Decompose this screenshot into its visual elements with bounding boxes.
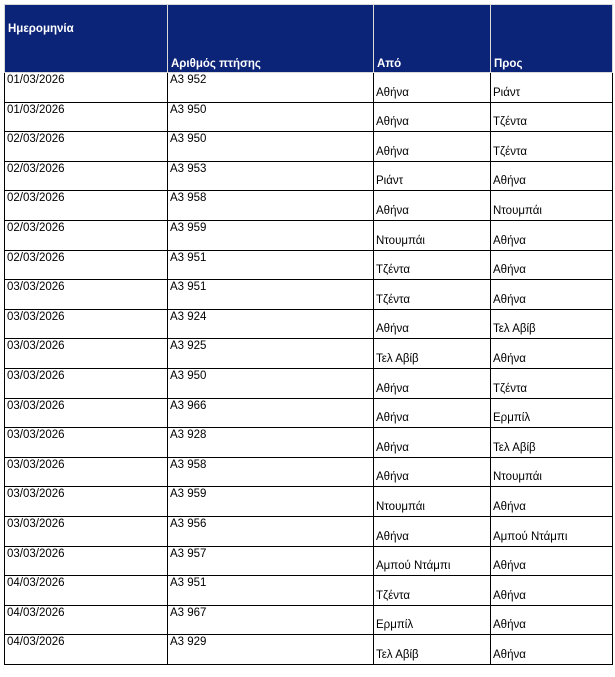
cell-from: Αθήνα [374,368,491,398]
cell-from: Τζέντα [374,250,491,280]
cell-flight-number: A3 951 [168,250,374,280]
table-row [5,487,613,517]
cell-flight-number: A3 952 [168,73,374,103]
cell-to: Αθήνα [491,161,613,191]
cell-date: 02/03/2026 [5,220,168,250]
cell-to: Αθήνα [491,576,613,606]
cell-flight-number: A3 950 [168,368,374,398]
cell-date: 04/03/2026 [5,605,168,635]
cell-date: 02/03/2026 [5,161,168,191]
cell-date: 01/03/2026 [5,73,168,103]
cell-flight-number: A3 966 [168,398,374,428]
cell-date: 03/03/2026 [5,339,168,369]
cell-from: Ερμπίλ [374,605,491,635]
cell-to: Αθήνα [491,280,613,310]
cell-date: 03/03/2026 [5,280,168,310]
cell-from: Ριάντ [374,161,491,191]
cell-date: 03/03/2026 [5,546,168,576]
table-row [5,191,613,221]
cell-from: Τελ Αβίβ [374,339,491,369]
cell-flight-number: A3 967 [168,605,374,635]
table-row [5,220,613,250]
header-row [5,5,613,73]
cell-date: 02/03/2026 [5,132,168,162]
cell-to: Τζέντα [491,368,613,398]
table-row [5,398,613,428]
cell-flight-number: A3 925 [168,339,374,369]
cell-to: Αθήνα [491,487,613,517]
cell-from: Αθήνα [374,398,491,428]
cell-date: 04/03/2026 [5,576,168,606]
cell-from: Αμπού Ντάμπι [374,546,491,576]
cell-date: 03/03/2026 [5,428,168,458]
table-row [5,132,613,162]
cell-to: Αμπού Ντάμπι [491,516,613,546]
cell-from: Αθήνα [374,102,491,132]
table-row [5,368,613,398]
table-header [5,5,613,73]
cell-flight-number: A3 929 [168,635,374,665]
table-row [5,635,613,665]
cell-date: 02/03/2026 [5,250,168,280]
cell-date: 01/03/2026 [5,102,168,132]
cell-to: Ριάντ [491,73,613,103]
cell-flight-number: A3 950 [168,102,374,132]
cell-date: 03/03/2026 [5,487,168,517]
cell-date: 03/03/2026 [5,516,168,546]
cell-from: Ντουμπάι [374,487,491,517]
cell-to: Ερμπίλ [491,398,613,428]
flights-table [4,4,613,665]
cell-to: Αθήνα [491,605,613,635]
cell-flight-number: A3 959 [168,220,374,250]
cell-to: Ντουμπάι [491,191,613,221]
cell-to: Ντουμπάι [491,457,613,487]
cell-flight-number: A3 956 [168,516,374,546]
table-row [5,102,613,132]
header-flight-number: Αριθμός πτήσης [168,5,374,73]
table-body [5,73,613,665]
cell-to: Τζέντα [491,102,613,132]
cell-from: Αθήνα [374,73,491,103]
header-from: Από [374,5,491,73]
cell-to: Αθήνα [491,339,613,369]
cell-flight-number: A3 924 [168,309,374,339]
cell-flight-number: A3 958 [168,191,374,221]
table-row [5,576,613,606]
table-row [5,309,613,339]
header-to: Προς [491,5,613,73]
cell-date: 03/03/2026 [5,309,168,339]
cell-date: 02/03/2026 [5,191,168,221]
cell-to: Αθήνα [491,635,613,665]
cell-from: Αθήνα [374,516,491,546]
cell-from: Ντουμπάι [374,220,491,250]
cell-flight-number: A3 950 [168,132,374,162]
cell-from: Αθήνα [374,309,491,339]
table-row [5,250,613,280]
cell-to: Αθήνα [491,546,613,576]
table-row [5,280,613,310]
cell-to: Τζέντα [491,132,613,162]
flights-table-container [4,4,613,665]
cell-from: Αθήνα [374,457,491,487]
cell-date: 03/03/2026 [5,457,168,487]
cell-from: Αθήνα [374,428,491,458]
cell-to: Τελ Αβίβ [491,428,613,458]
table-row [5,457,613,487]
cell-from: Τζέντα [374,280,491,310]
cell-from: Αθήνα [374,132,491,162]
table-row [5,428,613,458]
table-row [5,516,613,546]
header-date: Ημερομηνία [5,5,168,73]
cell-flight-number: A3 951 [168,576,374,606]
cell-date: 03/03/2026 [5,368,168,398]
table-row [5,546,613,576]
cell-flight-number: A3 928 [168,428,374,458]
cell-from: Τζέντα [374,576,491,606]
cell-from: Αθήνα [374,191,491,221]
table-row [5,605,613,635]
cell-from: Τελ Αβίβ [374,635,491,665]
table-row [5,73,613,103]
cell-flight-number: A3 951 [168,280,374,310]
table-row [5,161,613,191]
cell-date: 03/03/2026 [5,398,168,428]
cell-to: Αθήνα [491,220,613,250]
cell-to: Αθήνα [491,250,613,280]
cell-to: Τελ Αβίβ [491,309,613,339]
cell-flight-number: A3 957 [168,546,374,576]
cell-flight-number: A3 953 [168,161,374,191]
cell-flight-number: A3 959 [168,487,374,517]
cell-date: 04/03/2026 [5,635,168,665]
table-row [5,339,613,369]
cell-flight-number: A3 958 [168,457,374,487]
